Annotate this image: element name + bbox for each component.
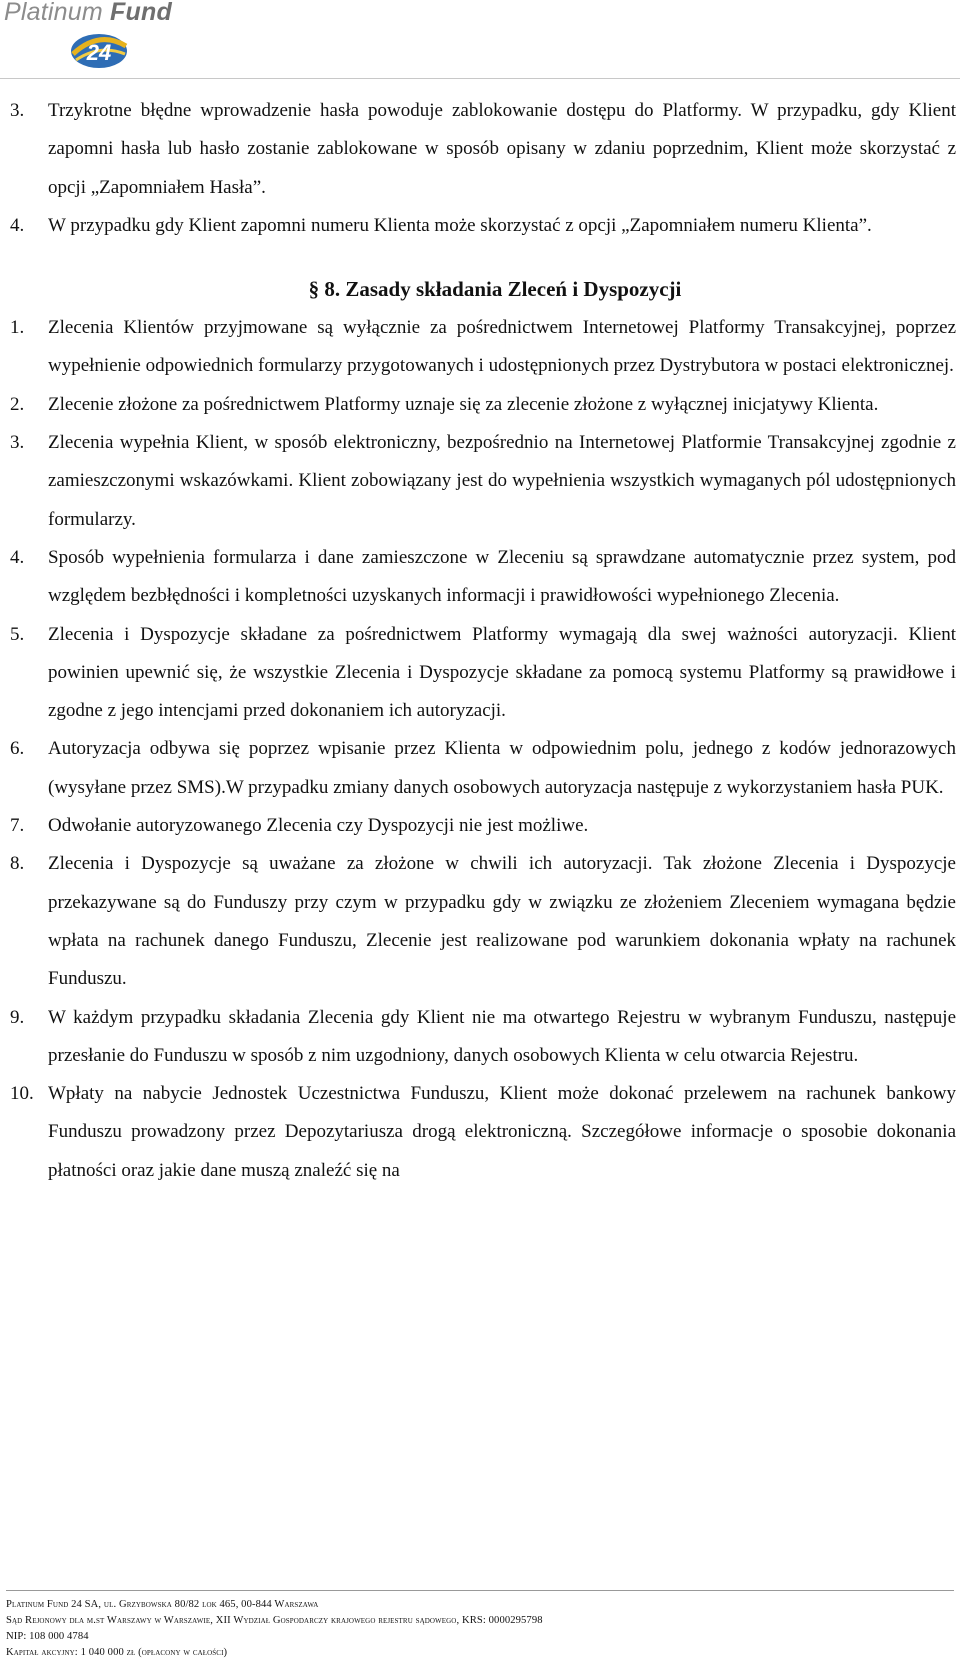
list-item [10, 845, 956, 998]
list-item [10, 309, 956, 386]
header-divider [0, 78, 960, 79]
page-footer [6, 1590, 954, 1661]
footer-address: Platinum Fund 24 SA, ul. Grzybowska 80/82 lok 465, 00-844 Warszawa [6, 1599, 319, 1610]
list-item [10, 539, 956, 616]
document-body [10, 92, 956, 1190]
list-item-text: Autoryzacja odbywa się poprzez wpisanie przez Klienta w odpowiednim polu, jednego z kodów jednorazowych (wysyłane przez SMS).W przypadku zmiany danych osobowych autoryzacja następuje z wykorzystaniem hasła PUK. [48, 738, 956, 798]
company-logo [4, 0, 204, 72]
list-item-text: Zlecenia wypełnia Klient, w sposób elektroniczny, bezpośrednio na Internetowej Platformie Transakcyjnej zgodnie z zamieszczonymi wskazówkami. Klient zobowiązany jest do wypełnienia wszystkich wymaganych pól udostępnionych formularzy. [48, 432, 956, 530]
list-item-text: W przypadku gdy Klient zapomni numeru Klienta może skorzystać z opcji „Zapomniałem numeru Klienta”. [48, 214, 872, 236]
logo-word-fund: Fund [110, 0, 172, 26]
footer-nip: NIP: 108 000 4784 [6, 1631, 89, 1642]
list-item-number: 4. [10, 214, 25, 236]
list-item-number: 4. [10, 546, 25, 568]
logo-word-platinum: Platinum [4, 0, 103, 26]
logo-wordmark [4, 0, 172, 27]
list-item [10, 386, 956, 424]
list-item-number: 3. [10, 432, 25, 454]
section-heading: § 8. Zasady składania Zleceń i Dyspozycji [308, 277, 682, 302]
footer-divider [6, 1590, 954, 1591]
list-item-number: 8. [10, 853, 25, 875]
list-item-text: Odwołanie autoryzowanego Zlecenia czy Dyspozycji nie jest możliwe. [48, 815, 589, 837]
list-item-number: 7. [10, 815, 25, 837]
list-item-number: 1. [10, 317, 25, 339]
list-item [10, 207, 956, 245]
footer-court-registration: Sąd Rejonowy dla m.st Warszawy w Warszawie, XII Wydział Gospodarczy krajowego rejestru sądowego, KRS: 0000295798 [6, 1615, 543, 1626]
list-item [10, 730, 956, 807]
list-item [10, 999, 956, 1076]
list-item-text: Wpłaty na nabycie Jednostek Uczestnictwa Funduszu, Klient może dokonać przelewem na rachunek bankowy Funduszu prowadzony przez Depozytariusza drogą elektroniczną. Szczegółowe informacje o sposobie dokonania płatności oraz jakie dane muszą znaleźć się na [48, 1083, 956, 1181]
list-item-number: 3. [10, 100, 25, 121]
list-item [10, 1075, 956, 1190]
list-item-text: Zlecenie złożone za pośrednictwem Platformy uznaje się za zlecenie złożone z wyłącznej inicjatywy Klienta. [48, 393, 879, 415]
list-item-number: 2. [10, 393, 25, 415]
list-item [10, 807, 956, 845]
footer-share-capital: Kapitał akcyjny: 1 040 000 zł (opłacony w całości) [6, 1647, 228, 1658]
list-item-number: 10. [10, 1083, 34, 1105]
list-item [10, 92, 956, 207]
section-8-items [10, 309, 956, 1190]
list-item-text: W każdym przypadku składania Zlecenia gdy Klient nie ma otwartego Rejestru w wybranym Funduszu, następuje przesłanie do Funduszu w sposób z nim uzgodniony, danych osobowych Klienta w celu otwarcia Rejestru. [48, 1006, 956, 1066]
logo-badge-text: 24 [86, 40, 112, 65]
list-item-text: Sposób wypełnienia formularza i dane zamieszczone w Zleceniu są sprawdzane automatycznie przez system, pod względem bezbłędności i kompletności uzyskanych informacji i prawidłowości wypełnionego Zlecenia. [48, 546, 956, 607]
list-item-number: 9. [10, 1006, 25, 1028]
logo-24-badge-icon [68, 26, 130, 72]
list-item-text: Zlecenia Klientów przyjmowane są wyłącznie za pośrednictwem Internetowej Platformy Transakcyjnej, poprzez wypełnienie odpowiednich formularzy przygotowanych i udostępnionych przez Dystrybutora w postaci elektronicznej. [48, 317, 956, 377]
list-item-number: 5. [10, 623, 25, 645]
list-item-text: Trzykrotne błędne wprowadzenie hasła powoduje zablokowanie dostępu do Platformy. W przypadku, gdy Klient zapomni hasła lub hasło zostanie zablokowane w sposób opisany w zdaniu poprzednim, Klient może skorzystać z opcji „Zapomniałem Hasła”. [48, 100, 956, 198]
list-item-text: Zlecenia i Dyspozycje są uważane za złożone w chwili ich autoryzacji. Tak złożone Zlecenia i Dyspozycje przekazywane są do Funduszy przy czym w przypadku gdy w związku ze złożeniem Zleceniem wymagana będzie wpłata na rachunek danego Funduszu, Zlecenie jest realizowane pod warunkiem dokonania wpłaty na rachunek Funduszu. [48, 853, 956, 990]
list-item [10, 424, 956, 539]
list-item [10, 616, 956, 731]
list-item-number: 6. [10, 738, 25, 760]
list-item-text: Zlecenia i Dyspozycje składane za pośrednictwem Platformy wymagają dla swej ważności autoryzacji. Klient powinien upewnić się, że wszystkie Zlecenia i Dyspozycje składane za pomocą systemu Platformy są prawidłowe i zgodne z jego intencjami przed dokonaniem ich autoryzacji. [48, 623, 956, 722]
section-7-continuation [10, 92, 956, 245]
